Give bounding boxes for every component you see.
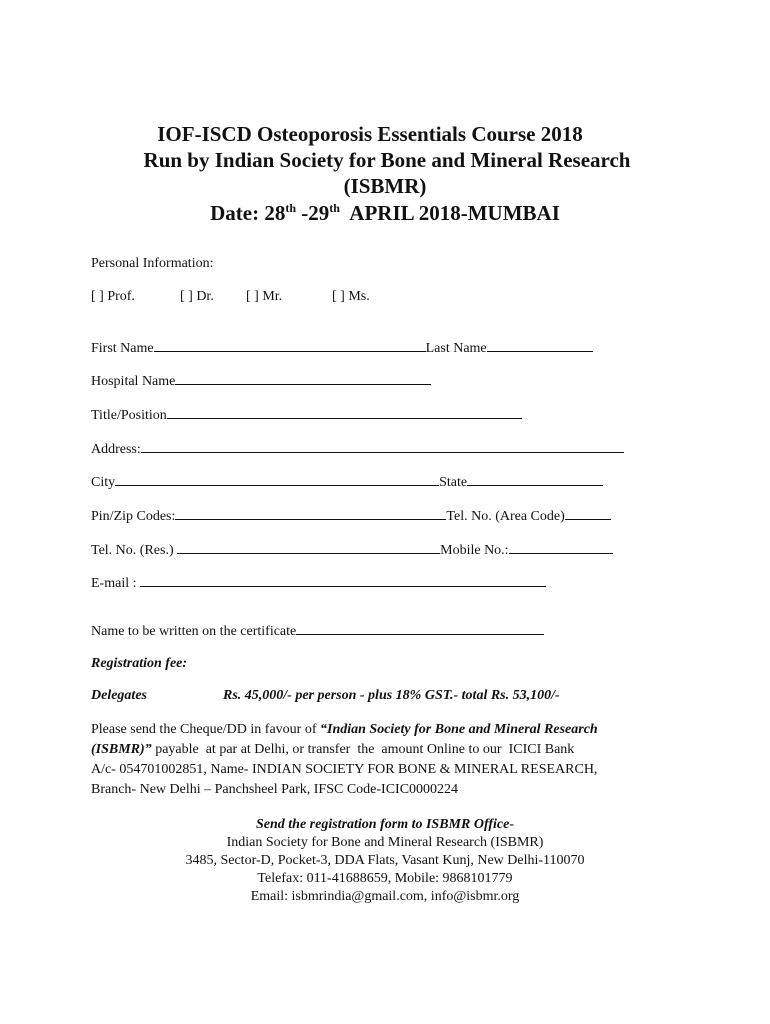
tel-res-label: Tel. No. (Res.) [91, 543, 178, 558]
title-position-row [91, 405, 522, 425]
tel-mobile-row [91, 540, 613, 560]
payment-line-2 [91, 741, 574, 759]
hospital-row [91, 371, 431, 391]
title-position-field[interactable] [167, 405, 522, 419]
certificate-name-label: Name to be written on the certificate [91, 624, 297, 639]
email-field[interactable] [140, 573, 546, 587]
salutation-ms[interactable]: [ ] Ms. [332, 289, 370, 304]
date-prefix: Date: 28 [210, 201, 286, 225]
state-label: State [439, 475, 468, 490]
title-position-label: Title/Position [91, 408, 167, 423]
title-line-2: Run by Indian Society for Bone and Mineral Research [143, 148, 631, 172]
payment-line-3: A/c- 054701002851, Name- INDIAN SOCIETY FOR BONE & MINERAL RESEARCH, [91, 762, 598, 777]
email-row [91, 573, 546, 593]
title-line-3: (ISBMR) [343, 174, 427, 198]
delegates-label: Delegates [91, 688, 147, 703]
payee-abbrev: (ISBMR)” [91, 742, 152, 757]
date-sup-2: th [329, 201, 340, 215]
last-name-label: Last Name [425, 341, 487, 356]
pin-field[interactable] [175, 506, 446, 520]
email-label: E-mail : [91, 576, 140, 591]
salutation-dr[interactable]: [ ] Dr. [180, 289, 214, 304]
office-line-3: Telefax: 011-41688659, Mobile: 9868101779 [257, 871, 513, 886]
first-name-label: First Name [91, 341, 154, 356]
payment-line-2-text: payable at par at Delhi, or transfer the amount Online to our ICICI Bank [151, 742, 575, 757]
pin-label: Pin/Zip Codes: [91, 509, 176, 524]
tel-area-label: Tel. No. (Area Code) [446, 509, 565, 524]
hospital-name-field[interactable] [175, 371, 431, 385]
tel-res-field[interactable] [177, 540, 440, 554]
office-line-2: 3485, Sector-D, Pocket-3, DDA Flats, Vasant Kunj, New Delhi-110070 [185, 853, 585, 868]
mobile-field[interactable] [509, 540, 613, 554]
address-field[interactable] [141, 439, 624, 453]
salutation-prof[interactable]: [ ] Prof. [91, 289, 135, 304]
first-name-field[interactable] [154, 338, 426, 352]
certificate-name-field[interactable] [296, 621, 544, 635]
address-label: Address: [91, 442, 141, 457]
payment-line-1 [91, 721, 598, 739]
city-label: City [91, 475, 116, 490]
city-field[interactable] [115, 472, 439, 486]
certificate-row [91, 621, 544, 641]
date-mid: -29 [296, 201, 330, 225]
last-name-field[interactable] [487, 338, 593, 352]
tel-area-field[interactable] [565, 506, 611, 520]
office-line-1: Indian Society for Bone and Mineral Research (ISBMR) [226, 835, 544, 850]
date-suffix: APRIL 2018-MUMBAI [339, 201, 560, 225]
date-sup-1: th [285, 201, 297, 215]
pin-tel-row [91, 506, 611, 526]
personal-info-label: Personal Information: [91, 256, 214, 271]
registration-heading: Registration fee: [91, 656, 188, 671]
mobile-label: Mobile No.: [440, 543, 509, 558]
office-heading: Send the registration form to ISBMR Office- [256, 817, 514, 832]
hospital-name-label: Hospital Name [91, 374, 176, 389]
date-line [0, 201, 770, 225]
delegates-fee: Rs. 45,000/- per person - plus 18% GST.- total Rs. 53,100/- [223, 688, 560, 703]
payment-line-1-text: Please send the Cheque/DD in favour of [91, 722, 320, 737]
address-row [91, 439, 624, 459]
payee-name: “Indian Society for Bone and Mineral Research [320, 722, 598, 737]
salutation-mr[interactable]: [ ] Mr. [246, 289, 283, 304]
city-state-row [91, 472, 603, 492]
state-field[interactable] [467, 472, 603, 486]
title-line-1: IOF-ISCD Osteoporosis Essentials Course 2018 [157, 122, 583, 146]
first-name-row [91, 338, 593, 358]
office-email-line: Email: isbmrindia@gmail.com, info@isbmr.org [250, 889, 520, 904]
payment-line-4: Branch- New Delhi – Panchsheel Park, IFSC Code-ICIC0000224 [91, 782, 459, 797]
